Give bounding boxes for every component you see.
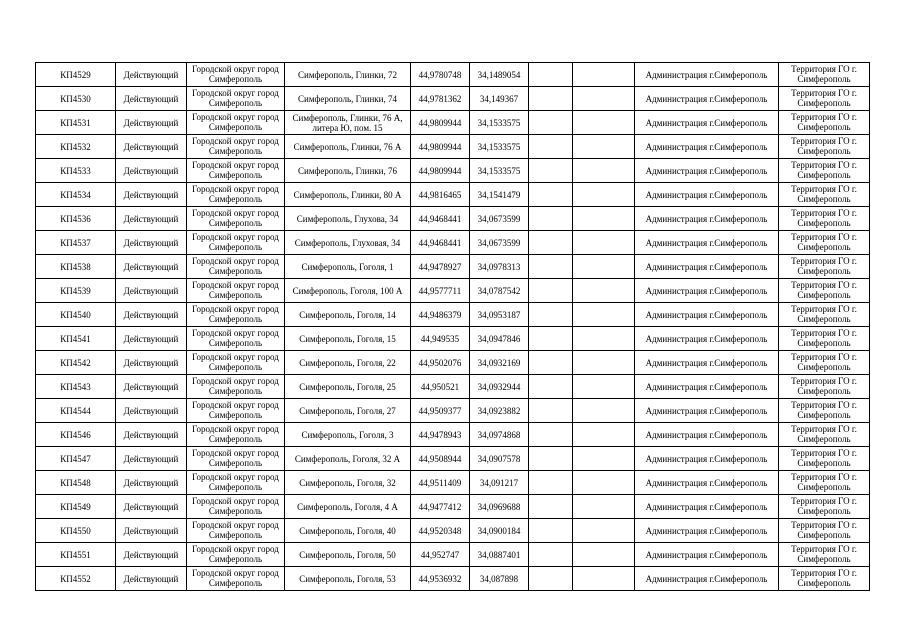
table-row [36,63,870,87]
cell-owner: Администрация г.Симферополь [635,255,779,279]
cell-code: КП4549 [36,495,116,519]
cell-territory: Территория ГО г. Симферополь [779,111,870,135]
cell-territory: Территория ГО г. Симферополь [779,63,870,87]
cell-latitude: 44,9520348 [411,519,470,543]
table-row [36,423,870,447]
cell-district: Городской округ город Симферополь [187,207,285,231]
cell-code: КП4551 [36,543,116,567]
table-row [36,495,870,519]
table-row [36,327,870,351]
cell-empty-1 [529,135,573,159]
cell-district: Городской округ город Симферополь [187,399,285,423]
table-row [36,135,870,159]
cell-owner: Администрация г.Симферополь [635,279,779,303]
cell-longitude: 34,1533575 [470,159,529,183]
cell-district: Городской округ город Симферополь [187,279,285,303]
table-row [36,231,870,255]
cell-district: Городской округ город Симферополь [187,471,285,495]
cell-empty-2 [573,279,635,303]
cell-code: КП4530 [36,87,116,111]
cell-address: Симферополь, Глуховая, 34 [285,231,411,255]
table-body [36,63,870,591]
cell-empty-2 [573,495,635,519]
cell-latitude: 44,949535 [411,327,470,351]
cell-longitude: 34,0787542 [470,279,529,303]
cell-longitude: 34,149367 [470,87,529,111]
cell-status: Действующий [116,231,187,255]
cell-longitude: 34,1533575 [470,111,529,135]
cell-status: Действующий [116,495,187,519]
cell-owner: Администрация г.Симферополь [635,111,779,135]
cell-latitude: 44,9809944 [411,111,470,135]
cell-territory: Территория ГО г. Симферополь [779,303,870,327]
cell-district: Городской округ город Симферополь [187,159,285,183]
cell-empty-1 [529,63,573,87]
cell-status: Действующий [116,327,187,351]
cell-longitude: 34,0974868 [470,423,529,447]
cell-district: Городской округ город Симферополь [187,183,285,207]
cell-empty-1 [529,111,573,135]
cell-owner: Администрация г.Симферополь [635,423,779,447]
cell-empty-1 [529,495,573,519]
cell-empty-2 [573,159,635,183]
cell-status: Действующий [116,399,187,423]
cell-code: КП4534 [36,183,116,207]
cell-longitude: 34,0673599 [470,207,529,231]
cell-status: Действующий [116,375,187,399]
cell-owner: Администрация г.Симферополь [635,87,779,111]
cell-territory: Территория ГО г. Симферополь [779,519,870,543]
cell-longitude: 34,0907578 [470,447,529,471]
cell-status: Действующий [116,63,187,87]
cell-territory: Территория ГО г. Симферополь [779,159,870,183]
cell-latitude: 44,9809944 [411,159,470,183]
cell-latitude: 44,9511409 [411,471,470,495]
cell-empty-2 [573,567,635,591]
cell-territory: Территория ГО г. Симферополь [779,375,870,399]
cell-district: Городской округ город Симферополь [187,63,285,87]
document-page [35,62,869,591]
cell-address: Симферополь, Гоголя, 3 [285,423,411,447]
cell-address: Симферополь, Гоголя, 100 А [285,279,411,303]
cell-address: Симферополь, Глинки, 72 [285,63,411,87]
cell-code: КП4539 [36,279,116,303]
cell-address: Симферополь, Гоголя, 32 [285,471,411,495]
cell-address: Симферополь, Глинки, 76 А [285,135,411,159]
cell-empty-1 [529,207,573,231]
cell-latitude: 44,952747 [411,543,470,567]
cell-empty-1 [529,87,573,111]
cell-longitude: 34,0932944 [470,375,529,399]
cell-address: Симферополь, Глинки, 80 А [285,183,411,207]
cell-territory: Территория ГО г. Симферополь [779,447,870,471]
cell-empty-2 [573,135,635,159]
cell-longitude: 34,0887401 [470,543,529,567]
cell-latitude: 44,950521 [411,375,470,399]
cell-latitude: 44,9478943 [411,423,470,447]
cell-code: КП4544 [36,399,116,423]
cell-status: Действующий [116,543,187,567]
cell-status: Действующий [116,423,187,447]
cell-owner: Администрация г.Симферополь [635,63,779,87]
cell-owner: Администрация г.Симферополь [635,303,779,327]
table-row [36,447,870,471]
cell-district: Городской округ город Симферополь [187,111,285,135]
cell-empty-1 [529,255,573,279]
cell-latitude: 44,9477412 [411,495,470,519]
cell-district: Городской округ город Симферополь [187,519,285,543]
cell-territory: Территория ГО г. Симферополь [779,135,870,159]
cell-territory: Территория ГО г. Симферополь [779,255,870,279]
cell-empty-2 [573,207,635,231]
cell-owner: Администрация г.Симферополь [635,159,779,183]
cell-empty-1 [529,399,573,423]
cell-address: Симферополь, Глухова, 34 [285,207,411,231]
cell-territory: Территория ГО г. Симферополь [779,231,870,255]
cell-district: Городской округ город Симферополь [187,495,285,519]
cell-empty-2 [573,111,635,135]
cell-district: Городской округ город Симферополь [187,255,285,279]
table-row [36,543,870,567]
cell-owner: Администрация г.Симферополь [635,519,779,543]
cell-latitude: 44,9468441 [411,207,470,231]
table-row [36,183,870,207]
cell-owner: Администрация г.Симферополь [635,327,779,351]
cell-code: КП4532 [36,135,116,159]
cell-latitude: 44,9468441 [411,231,470,255]
cell-address: Симферополь, Гоголя, 4 А [285,495,411,519]
cell-territory: Территория ГО г. Симферополь [779,279,870,303]
cell-longitude: 34,0673599 [470,231,529,255]
table-row [36,111,870,135]
cell-status: Действующий [116,183,187,207]
cell-latitude: 44,9509377 [411,399,470,423]
cell-address: Симферополь, Глинки, 74 [285,87,411,111]
cell-district: Городской округ город Симферополь [187,327,285,351]
cell-longitude: 34,1489054 [470,63,529,87]
cell-address: Симферополь, Гоголя, 14 [285,303,411,327]
cell-territory: Территория ГО г. Симферополь [779,327,870,351]
cell-district: Городской округ город Симферополь [187,567,285,591]
cell-latitude: 44,9781362 [411,87,470,111]
cell-empty-1 [529,303,573,327]
cell-code: КП4552 [36,567,116,591]
cell-latitude: 44,9809944 [411,135,470,159]
cell-address: Симферополь, Глинки, 76 [285,159,411,183]
cell-status: Действующий [116,279,187,303]
cell-code: КП4541 [36,327,116,351]
cell-status: Действующий [116,567,187,591]
table-row [36,519,870,543]
cell-district: Городской округ город Симферополь [187,87,285,111]
cell-district: Городской округ город Симферополь [187,231,285,255]
cell-district: Городской округ город Симферополь [187,375,285,399]
table-row [36,279,870,303]
cell-code: КП4531 [36,111,116,135]
cell-empty-2 [573,351,635,375]
cell-empty-1 [529,519,573,543]
table-row [36,87,870,111]
cell-latitude: 44,9486379 [411,303,470,327]
cell-longitude: 34,1533575 [470,135,529,159]
table-row [36,159,870,183]
cell-empty-2 [573,303,635,327]
cell-empty-1 [529,351,573,375]
cell-longitude: 34,1541479 [470,183,529,207]
cell-status: Действующий [116,207,187,231]
cell-longitude: 34,087898 [470,567,529,591]
cell-empty-2 [573,375,635,399]
cell-latitude: 44,9536932 [411,567,470,591]
cell-empty-2 [573,327,635,351]
cell-status: Действующий [116,519,187,543]
cell-owner: Администрация г.Симферополь [635,183,779,207]
cell-code: КП4548 [36,471,116,495]
cell-owner: Администрация г.Симферополь [635,447,779,471]
cell-latitude: 44,9577711 [411,279,470,303]
cell-address: Симферополь, Глинки, 76 А, литера Ю, пом. 15 [285,111,411,135]
table-row [36,471,870,495]
cell-territory: Территория ГО г. Симферополь [779,495,870,519]
cell-owner: Администрация г.Симферополь [635,567,779,591]
cell-longitude: 34,0953187 [470,303,529,327]
cell-longitude: 34,0947846 [470,327,529,351]
cell-empty-2 [573,447,635,471]
cell-owner: Администрация г.Симферополь [635,231,779,255]
cell-owner: Администрация г.Симферополь [635,375,779,399]
table-row [36,255,870,279]
cell-address: Симферополь, Гоголя, 50 [285,543,411,567]
cell-status: Действующий [116,303,187,327]
cell-owner: Администрация г.Симферополь [635,495,779,519]
cell-empty-1 [529,471,573,495]
cell-status: Действующий [116,471,187,495]
cell-territory: Территория ГО г. Симферополь [779,423,870,447]
cell-empty-1 [529,375,573,399]
cell-territory: Территория ГО г. Симферополь [779,567,870,591]
cell-empty-1 [529,327,573,351]
cell-territory: Территория ГО г. Симферополь [779,471,870,495]
cell-latitude: 44,9816465 [411,183,470,207]
cell-empty-1 [529,447,573,471]
cell-latitude: 44,9478927 [411,255,470,279]
cell-owner: Администрация г.Симферополь [635,135,779,159]
cell-district: Городской округ город Симферополь [187,543,285,567]
cell-address: Симферополь, Гоголя, 32 А [285,447,411,471]
cell-status: Действующий [116,87,187,111]
cell-empty-1 [529,231,573,255]
cell-empty-2 [573,63,635,87]
cell-district: Городской округ город Симферополь [187,303,285,327]
cell-empty-2 [573,423,635,447]
table-row [36,207,870,231]
cell-owner: Администрация г.Симферополь [635,471,779,495]
cell-status: Действующий [116,135,187,159]
cell-address: Симферополь, Гоголя, 53 [285,567,411,591]
cell-address: Симферополь, Гоголя, 27 [285,399,411,423]
cell-owner: Администрация г.Симферополь [635,207,779,231]
cell-territory: Территория ГО г. Симферополь [779,351,870,375]
cell-code: КП4540 [36,303,116,327]
cell-address: Симферополь, Гоголя, 25 [285,375,411,399]
cell-status: Действующий [116,255,187,279]
cell-address: Симферополь, Гоголя, 22 [285,351,411,375]
registry-table [35,62,870,591]
cell-code: КП4550 [36,519,116,543]
cell-status: Действующий [116,159,187,183]
cell-owner: Администрация г.Симферополь [635,543,779,567]
cell-district: Городской округ город Симферополь [187,351,285,375]
cell-latitude: 44,9502076 [411,351,470,375]
cell-code: КП4542 [36,351,116,375]
cell-address: Симферополь, Гоголя, 40 [285,519,411,543]
cell-code: КП4538 [36,255,116,279]
cell-longitude: 34,0932169 [470,351,529,375]
cell-territory: Территория ГО г. Симферополь [779,543,870,567]
cell-code: КП4533 [36,159,116,183]
cell-territory: Территория ГО г. Симферополь [779,183,870,207]
cell-owner: Администрация г.Симферополь [635,351,779,375]
cell-territory: Территория ГО г. Симферополь [779,87,870,111]
cell-owner: Администрация г.Симферополь [635,399,779,423]
cell-longitude: 34,0900184 [470,519,529,543]
cell-status: Действующий [116,111,187,135]
cell-empty-2 [573,471,635,495]
table-row [36,303,870,327]
cell-code: КП4537 [36,231,116,255]
cell-empty-2 [573,231,635,255]
table-row [36,375,870,399]
cell-address: Симферополь, Гоголя, 15 [285,327,411,351]
cell-longitude: 34,0978313 [470,255,529,279]
table-row [36,351,870,375]
cell-status: Действующий [116,351,187,375]
cell-empty-2 [573,87,635,111]
cell-empty-1 [529,279,573,303]
cell-latitude: 44,9780748 [411,63,470,87]
table-row [36,567,870,591]
cell-empty-1 [529,159,573,183]
cell-district: Городской округ город Симферополь [187,423,285,447]
table-row [36,399,870,423]
cell-status: Действующий [116,447,187,471]
cell-latitude: 44,9508944 [411,447,470,471]
cell-code: КП4546 [36,423,116,447]
cell-district: Городской округ город Симферополь [187,447,285,471]
cell-empty-1 [529,423,573,447]
cell-empty-2 [573,519,635,543]
cell-longitude: 34,0923882 [470,399,529,423]
cell-code: КП4543 [36,375,116,399]
cell-address: Симферополь, Гоголя, 1 [285,255,411,279]
cell-longitude: 34,091217 [470,471,529,495]
cell-district: Городской округ город Симферополь [187,135,285,159]
cell-territory: Территория ГО г. Симферополь [779,207,870,231]
cell-code: КП4536 [36,207,116,231]
cell-empty-2 [573,255,635,279]
cell-code: КП4547 [36,447,116,471]
cell-empty-1 [529,183,573,207]
cell-empty-2 [573,399,635,423]
cell-empty-1 [529,567,573,591]
cell-empty-2 [573,183,635,207]
cell-territory: Территория ГО г. Симферополь [779,399,870,423]
cell-empty-2 [573,543,635,567]
cell-longitude: 34,0969688 [470,495,529,519]
cell-empty-1 [529,543,573,567]
cell-code: КП4529 [36,63,116,87]
